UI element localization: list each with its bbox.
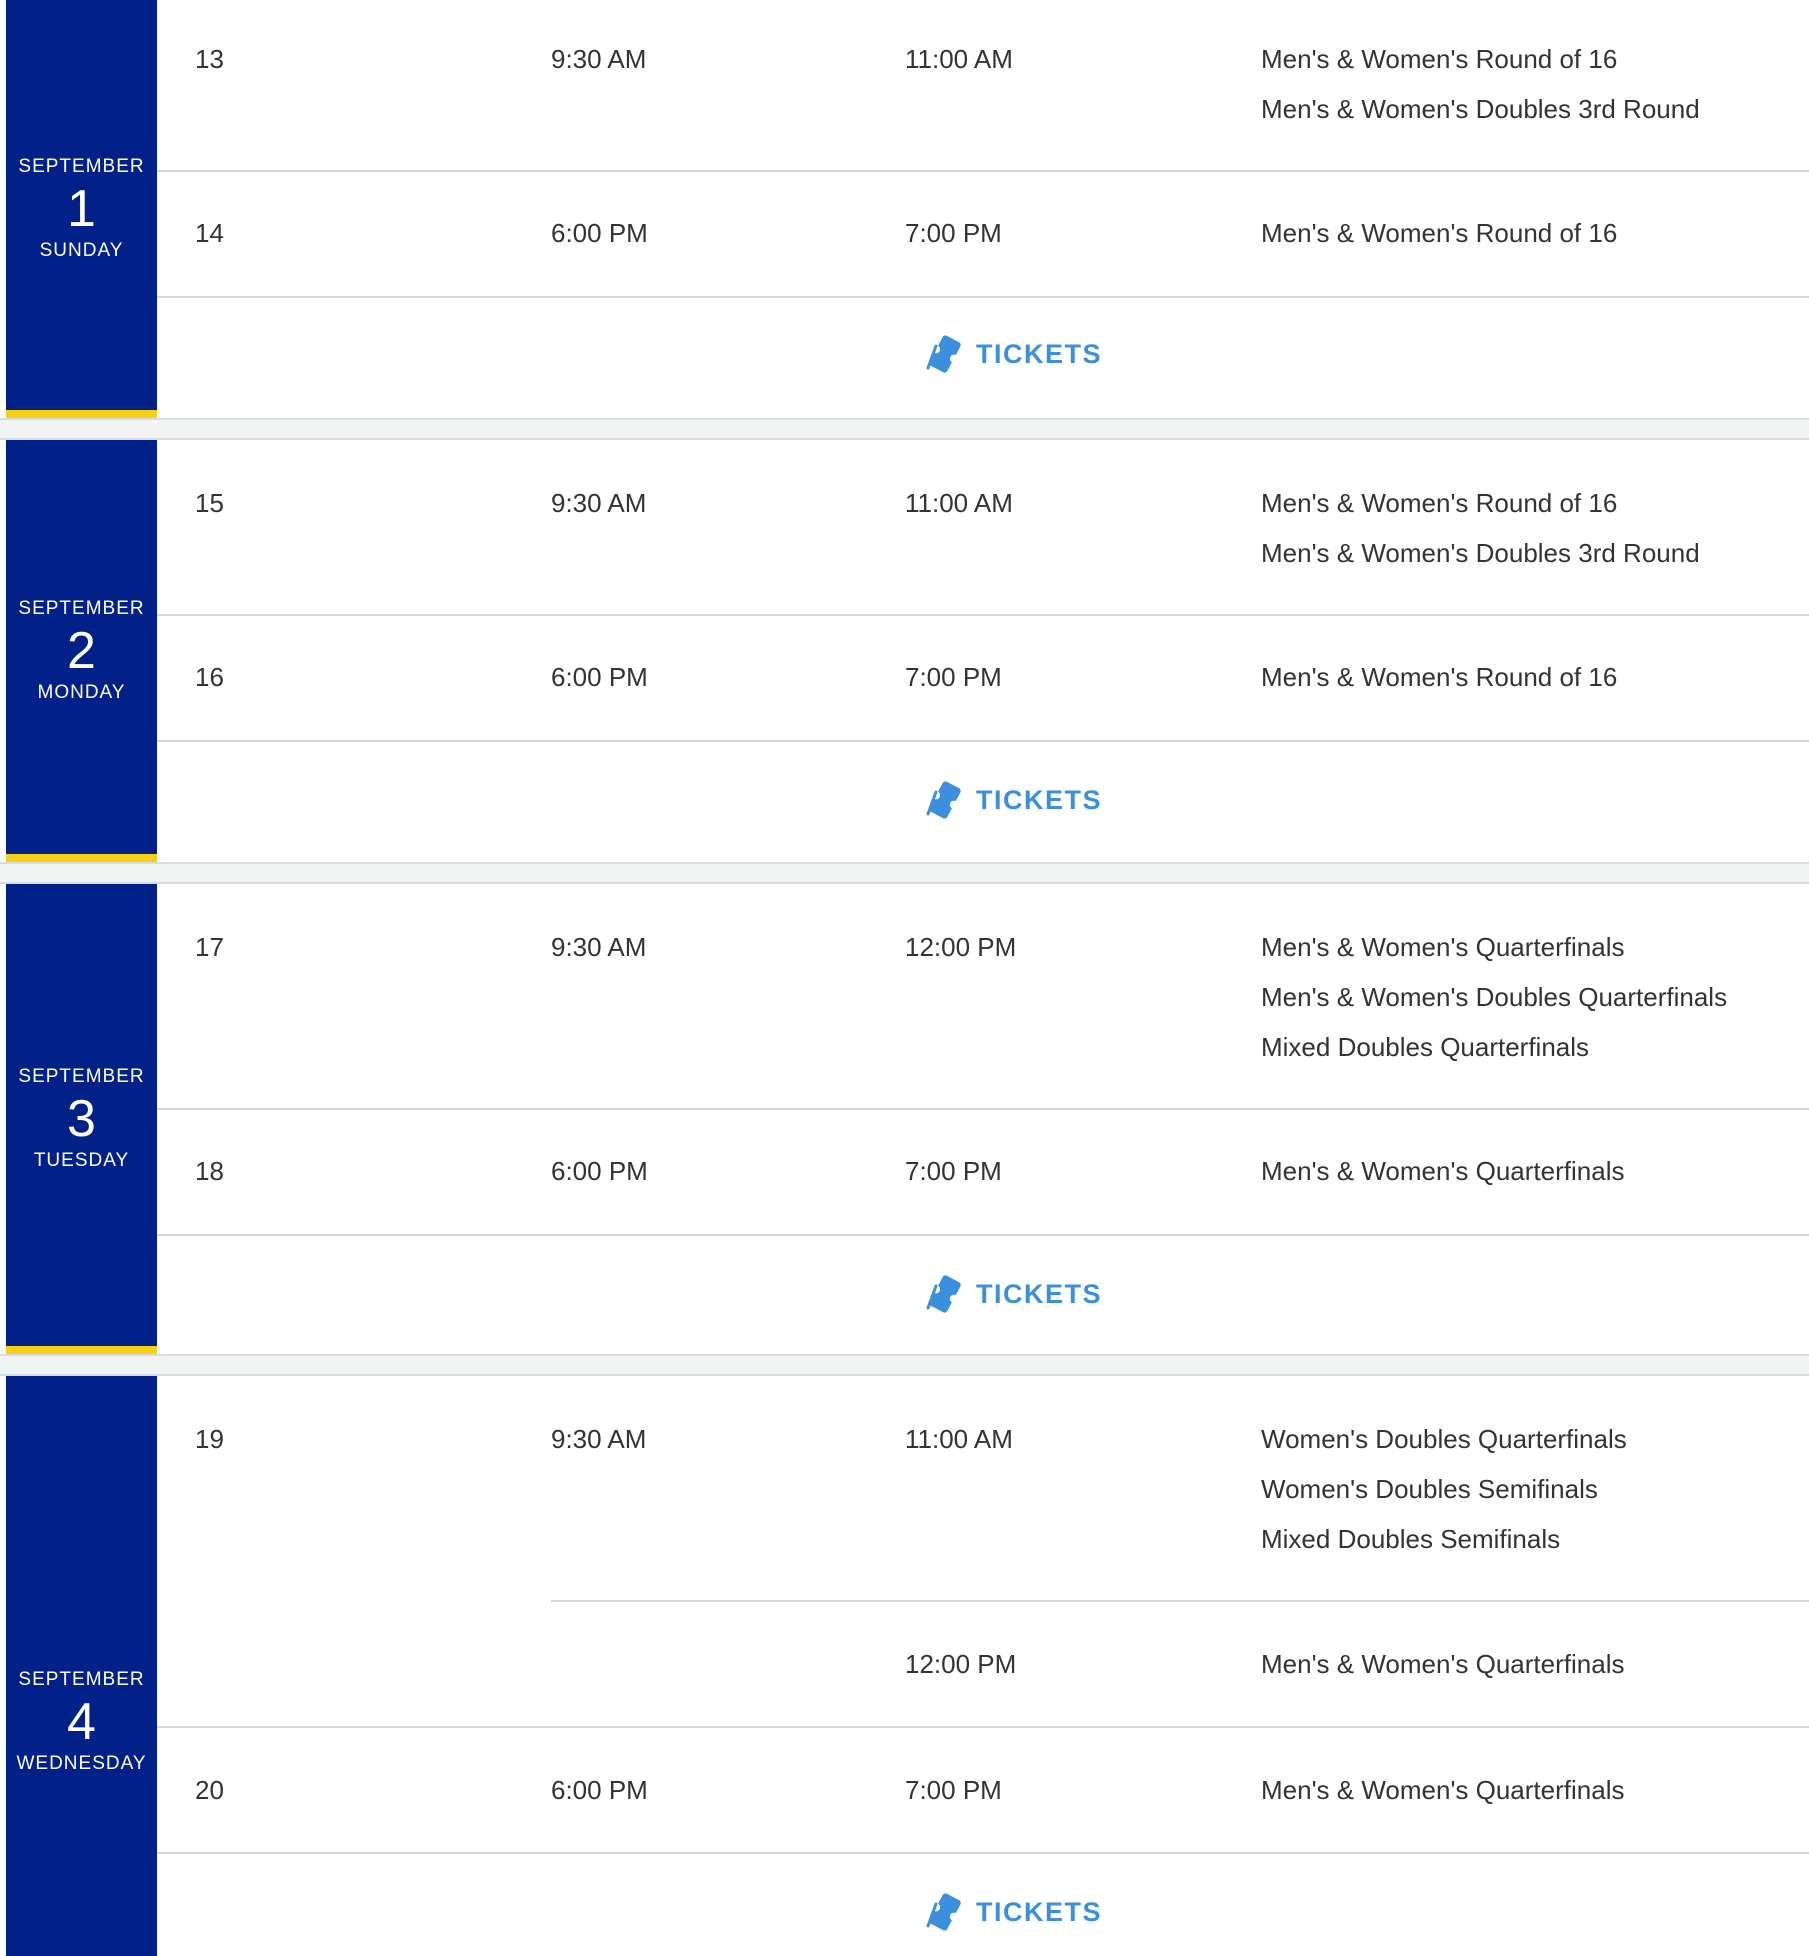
tickets-button[interactable] [924, 332, 1102, 376]
start-time: 7:00 PM [905, 218, 1002, 248]
event-name: Men's & Women's Doubles 3rd Round [1261, 94, 1700, 124]
gates-open-time: 6:00 PM [551, 662, 648, 692]
tickets-row [157, 742, 1809, 862]
start-time: 7:00 PM [905, 1156, 1002, 1186]
tickets-label: TICKETS [976, 1278, 1103, 1309]
start-time: 12:00 PM [905, 932, 1017, 962]
tickets-row [157, 1854, 1809, 1956]
ticket-icon [924, 780, 966, 820]
event-name: Mixed Doubles Semifinals [1261, 1524, 1561, 1554]
day-number: 2 [67, 622, 96, 680]
month-label: SEPTEMBER [18, 598, 145, 619]
session-row [157, 616, 1809, 742]
day-separator [0, 1354, 1809, 1376]
session-row [157, 884, 1809, 1110]
event-name: Men's & Women's Round of 16 [1261, 44, 1618, 74]
session-row [157, 1602, 1809, 1728]
tickets-row [157, 298, 1809, 418]
day-separator [0, 862, 1809, 884]
day-number: 4 [67, 1693, 96, 1751]
date-panel [6, 440, 157, 862]
gates-open-time: 6:00 PM [551, 218, 648, 248]
session-number: 20 [195, 1775, 224, 1805]
session-number: 13 [195, 44, 224, 74]
gates-open-time: 6:00 PM [551, 1156, 648, 1186]
tickets-button[interactable] [924, 1272, 1102, 1316]
gates-open-time: 9:30 AM [551, 44, 647, 74]
event-name: Men's & Women's Quarterfinals [1261, 1775, 1625, 1805]
session-row [157, 1728, 1809, 1854]
date-panel [6, 0, 157, 418]
day-block-sep-3 [0, 884, 1809, 1354]
event-name: Mixed Doubles Quarterfinals [1261, 1032, 1590, 1062]
tickets-button[interactable] [924, 1890, 1102, 1934]
ticket-icon [924, 1274, 966, 1314]
event-name: Men's & Women's Quarterfinals [1261, 1156, 1625, 1186]
tickets-label: TICKETS [976, 784, 1103, 815]
session-list [157, 0, 1809, 418]
tickets-row [157, 1236, 1809, 1354]
day-block-sep-4 [0, 1376, 1809, 1956]
start-time: 11:00 AM [905, 488, 1013, 518]
start-time: 12:00 PM [905, 1649, 1017, 1679]
session-list [157, 440, 1809, 862]
session-number: 17 [195, 932, 224, 962]
month-label: SEPTEMBER [18, 1669, 145, 1690]
event-name: Men's & Women's Quarterfinals [1261, 932, 1625, 962]
session-list [157, 884, 1809, 1354]
start-time: 7:00 PM [905, 662, 1002, 692]
ticket-icon [924, 334, 966, 374]
day-number: 1 [67, 180, 96, 238]
start-time: 7:00 PM [905, 1775, 1002, 1805]
gates-open-time: 6:00 PM [551, 1775, 648, 1805]
weekday-label: MONDAY [37, 682, 126, 703]
session-row [157, 0, 1809, 172]
start-time: 11:00 AM [905, 1424, 1013, 1454]
session-number: 19 [195, 1424, 224, 1454]
event-name: Men's & Women's Doubles Quarterfinals [1261, 982, 1728, 1012]
session-number: 15 [195, 488, 224, 518]
tickets-button[interactable] [924, 778, 1102, 822]
session-list [157, 1376, 1809, 1956]
event-name: Women's Doubles Quarterfinals [1261, 1424, 1627, 1454]
month-label: SEPTEMBER [18, 1066, 145, 1087]
session-row [157, 1376, 1809, 1602]
day-block-sep-1 [0, 0, 1809, 418]
day-block-sep-2 [0, 440, 1809, 862]
event-name: Men's & Women's Round of 16 [1261, 218, 1618, 248]
tickets-label: TICKETS [976, 338, 1103, 369]
day-number: 3 [67, 1090, 96, 1148]
session-number: 18 [195, 1156, 224, 1186]
date-panel [6, 1376, 157, 1956]
date-panel [6, 884, 157, 1354]
start-time: 11:00 AM [905, 44, 1013, 74]
event-name: Men's & Women's Doubles 3rd Round [1261, 538, 1700, 568]
weekday-label: WEDNESDAY [16, 1753, 147, 1774]
day-separator [0, 418, 1809, 440]
session-row [157, 1110, 1809, 1236]
event-name: Men's & Women's Quarterfinals [1261, 1649, 1625, 1679]
gates-open-time: 9:30 AM [551, 1424, 647, 1454]
event-name: Men's & Women's Round of 16 [1261, 488, 1618, 518]
event-name: Women's Doubles Semifinals [1261, 1474, 1598, 1504]
gates-open-time: 9:30 AM [551, 488, 647, 518]
session-row [157, 440, 1809, 616]
weekday-label: TUESDAY [33, 1150, 130, 1171]
ticket-icon [924, 1892, 966, 1932]
tickets-label: TICKETS [976, 1896, 1103, 1927]
event-name: Men's & Women's Round of 16 [1261, 662, 1618, 692]
session-number: 16 [195, 662, 224, 692]
weekday-label: SUNDAY [39, 240, 124, 261]
session-number: 14 [195, 218, 224, 248]
month-label: SEPTEMBER [18, 156, 145, 177]
gates-open-time: 9:30 AM [551, 932, 647, 962]
session-row [157, 172, 1809, 298]
